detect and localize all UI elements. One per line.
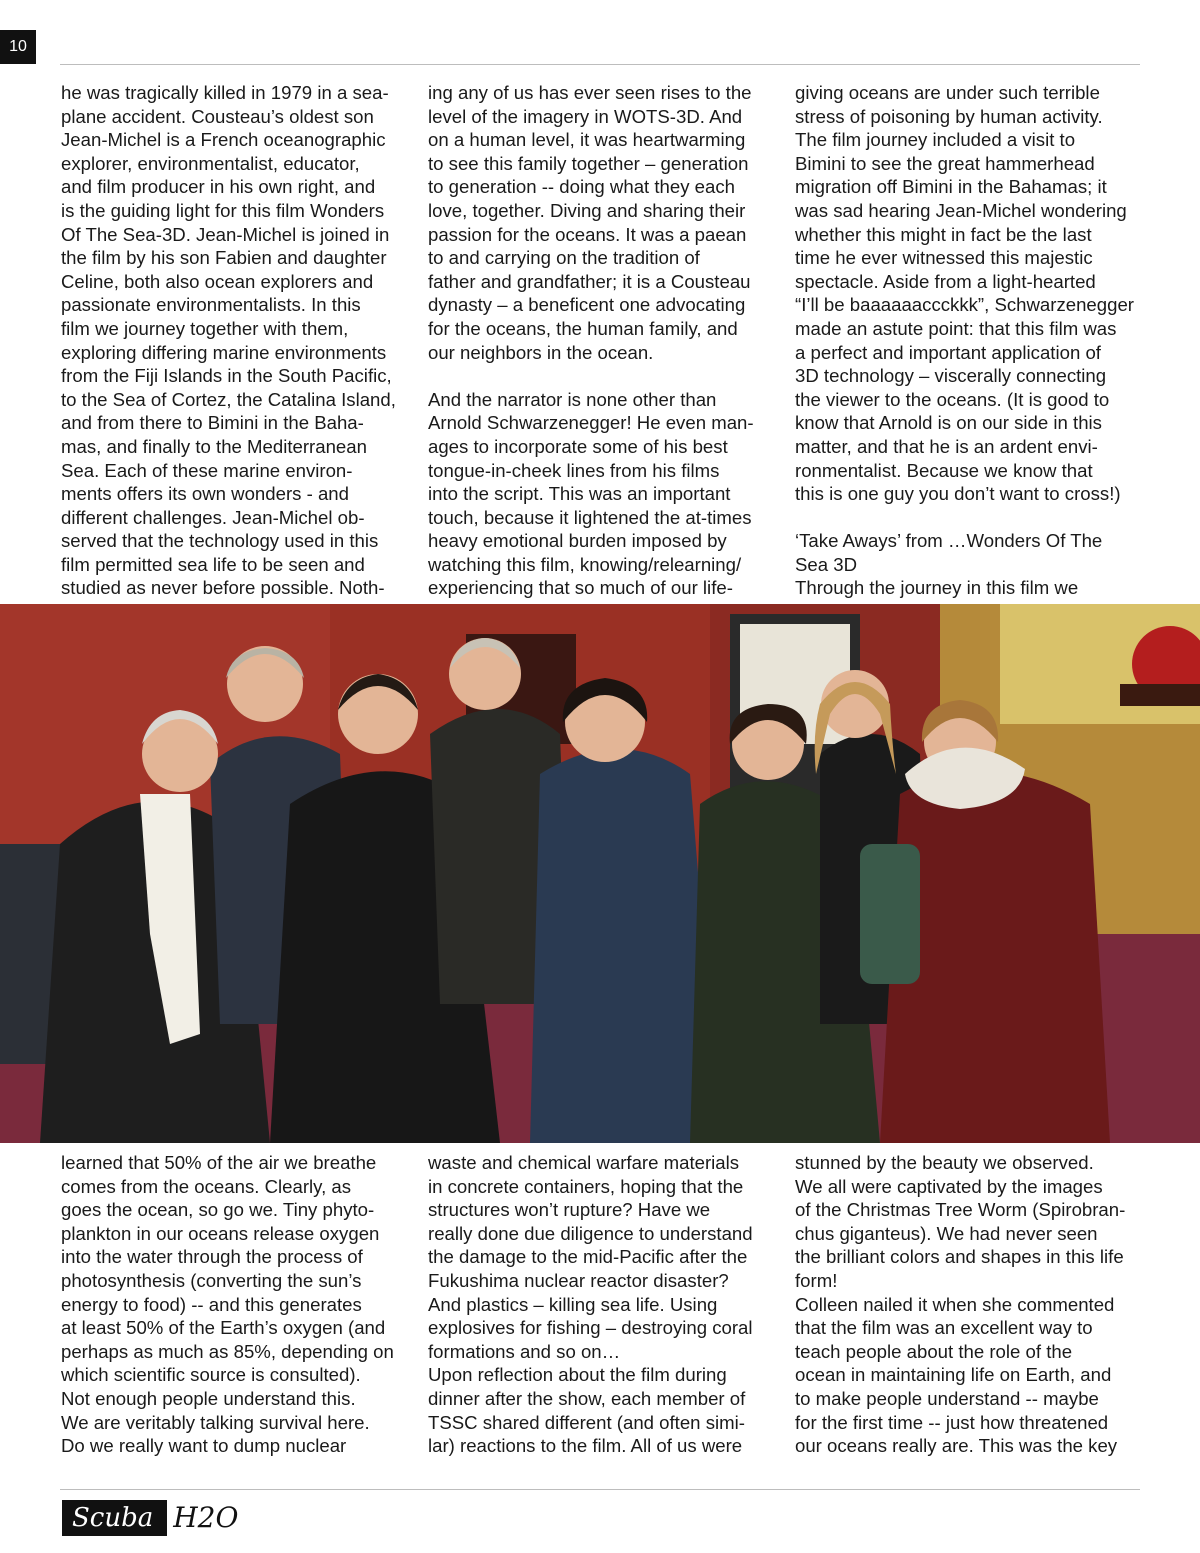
header-rule xyxy=(60,64,1140,65)
group-photo xyxy=(0,604,1200,1143)
article-column-2-bottom: waste and chemical warfare materials in concrete containers, hoping that the structures won’t rupture? Have we really done due diligence to understand the damage to the mid-Pacific after the Fukushima nuclear reactor disaster? And plastics – killing sea life. Using explosives for fishing – destroying coral formations and so on… Upon reflection about the film during dinner after the show, each member of TSSC shared different (and often simi- lar) reactions to the film. All of us were xyxy=(428,1152,753,1457)
magazine-logo xyxy=(62,1500,238,1536)
logo-suffix: H2O xyxy=(173,1501,239,1534)
article-column-1-top: he was tragically killed in 1979 in a sea- plane accident. Cousteau’s oldest son Jean-Michel is a French oceanographic explorer, environmentalist, educator, and film producer in his own right, and is the guiding light for this film Wonders Of The Sea-3D. Jean-Michel is joined in the film by his son Fabien and daughter Celine, both also ocean explorers and passionate environmentalists. In this film we journey together with them, exploring differing marine environments from the Fiji Islands in the South Pacific, to the Sea of Cortez, the Catalina Island, and from there to Bimini in the Baha- mas, and finally to the Mediterranean Sea. Each of these marine environ- ments offers its own wonders - and different challenges. Jean-Michel ob- served that the technology used in this film permitted sea life to be seen and studied as never before possible. Noth- xyxy=(61,82,396,599)
page-number: 10 xyxy=(0,30,36,64)
article-column-2-top: ing any of us has ever seen rises to the level of the imagery in WOTS-3D. And on a human level, it was heartwarming to see this family together – generation to generation -- doing what they each love, together. Diving and sharing their passion for the oceans. It was a paean to and carrying on the tradition of father and grandfather; it is a Cousteau dynasty – a beneficent one advocating for the oceans, the human family, and our neighbors in the ocean. And the narrator is none other than Arnold Schwarzenegger! He even man- ages to incorporate some of his best tongue-in-cheek lines from his films into the script. This was an important touch, because it lightened the at-times heavy emotional burden imposed by watching this film, knowing/relearning/ experiencing that so much of our life- xyxy=(428,82,754,599)
group-photo-illustration xyxy=(0,604,1200,1143)
article-column-3-bottom: stunned by the beauty we observed. We all were captivated by the images of the Christmas Tree Worm (Spirobran- chus giganteus). We had never seen the brilliant colors and shapes in this life form! Colleen nailed it when she commented that the film was an excellent way to teach people about the role of the ocean in maintaining life on Earth, and to make people understand -- maybe for the first time -- just how threatened our oceans really are. This was the key xyxy=(795,1152,1126,1457)
footer-rule xyxy=(60,1489,1140,1490)
article-column-3-top: giving oceans are under such terrible stress of poisoning by human activity. The film journey included a visit to Bimini to see the great hammerhead migration off Bimini in the Bahamas; it was sad hearing Jean-Michel wondering whether this might in fact be the last time he ever witnessed this majestic spectacle. Aside from a light-hearted “I’ll be baaaaaaccckkk”, Schwarzenegger made an astute point: that this film was a perfect and important application of 3D technology – viscerally connecting the viewer to the oceans. (It is good to know that Arnold is on our side in this matter, and that he is an ardent envi- ronmentalist. Because we know that this is one guy you don’t want to cross!) ‘Take Aways’ from …Wonders Of The Sea 3D Through the journey in this film we xyxy=(795,82,1134,599)
logo-word: Scuba xyxy=(62,1500,167,1536)
article-column-1-bottom: learned that 50% of the air we breathe comes from the oceans. Clearly, as goes the ocean, so go we. Tiny phyto- plankton in our oceans release oxygen into the water through the process of photosynthesis (converting the sun’s energy to food) -- and this generates at least 50% of the Earth’s oxygen (and perhaps as much as 85%, depending on which scientific source is consulted). Not enough people understand this. We are veritably talking survival here. Do we really want to dump nuclear xyxy=(61,1152,394,1457)
